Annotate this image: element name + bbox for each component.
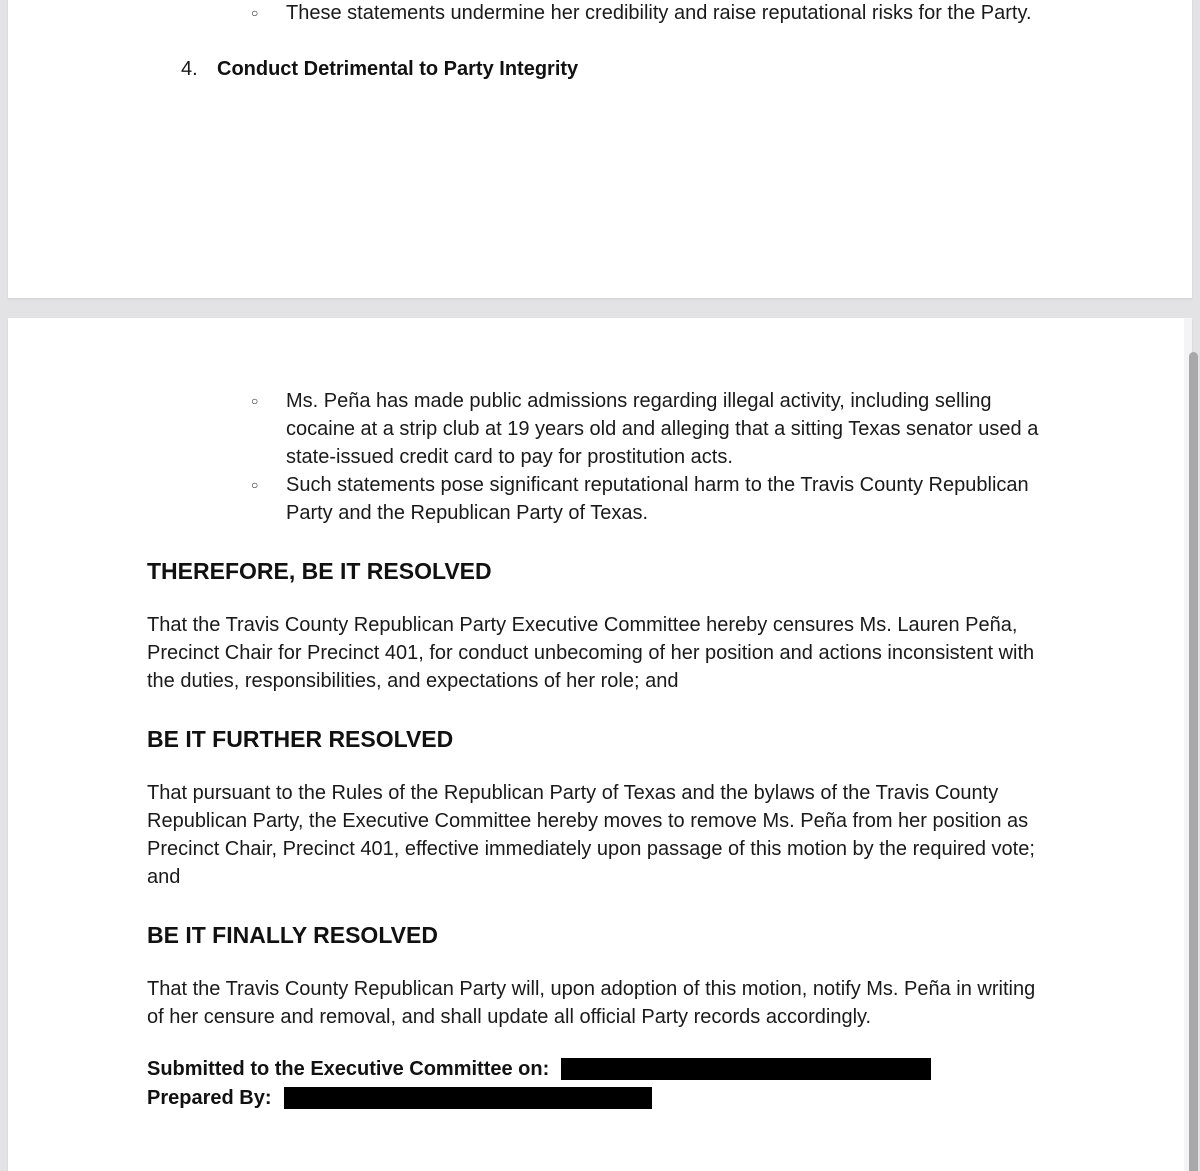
hollow-bullet-icon: ○ [251,478,259,492]
prepared-by-line [147,1084,652,1112]
document-page-current [8,318,1192,1171]
prepared-by-label: Prepared By: [147,1086,272,1109]
submitted-label: Submitted to the Executive Committee on: [147,1057,550,1080]
list-item-title: Conduct Detrimental to Party Integrity [217,58,579,80]
section-paragraph: That pursuant to the Rules of the Republican Party of Texas and the bylaws of the Travis County Republican Party, the Executive Committee hereby moves to remove Ms. Peña from her position as Precinct Chair, Precinct 401, effective immediately upon passage of this motion by the required vote; and [147,782,1035,888]
hollow-bullet-icon: ○ [251,6,259,20]
bullet-text: Ms. Peña has made public admissions regarding illegal activity, including selling cocaine at a strip club at 19 years old and alleging that a sitting Texas senator used a state-issued credit card to pay for prostitution acts. [286,390,1039,468]
section-heading: BE IT FINALLY RESOLVED [147,922,438,948]
section-paragraph: That the Travis County Republican Party Executive Committee hereby censures Ms. Lauren Peña, Precinct Chair for Precinct 401, for conduct unbecoming of her position and actions inconsistent with the duties, responsibilities, and expectations of her role; and [147,614,1035,692]
section-heading: BE IT FURTHER RESOLVED [147,726,454,752]
redaction-bar [284,1087,652,1109]
bullet-text: These statements undermine her credibility and raise reputational risks for the Party. [286,2,1032,24]
list-number: 4. [181,58,198,80]
document-page-previous [8,0,1192,298]
section-paragraph: That the Travis County Republican Party will, upon adoption of this motion, notify Ms. Peña in writing of her censure and removal, and shall update all official Party records accordingly. [147,978,1036,1028]
section-heading: THEREFORE, BE IT RESOLVED [147,558,492,584]
redaction-bar [561,1058,931,1080]
bullet-text: Such statements pose significant reputational harm to the Travis County Republican Party and the Republican Party of Texas. [286,474,1029,524]
hollow-bullet-icon: ○ [251,394,259,408]
submitted-line [147,1055,931,1083]
vertical-scrollbar[interactable] [1189,352,1198,1171]
